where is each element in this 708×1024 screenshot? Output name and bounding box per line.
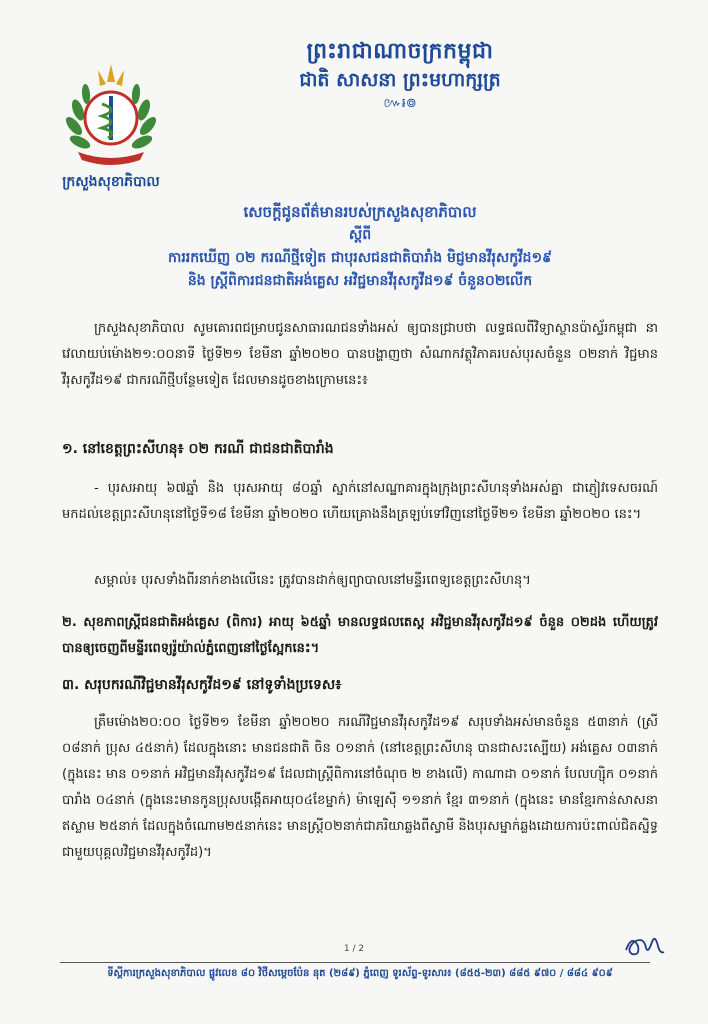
title-line-1: សេចក្តីជូនព័ត៌មានរបស់ក្រសួងសុខាភិបាល [243,203,477,221]
section-2-paragraph: ២. សុខភាពស្ត្រីជនជាតិអង់គ្លេស (ពិការ) អាយុ ៦៥ឆ្នាំ មានលទ្ធផលតេស្ត អវិជ្ជមានវីរុសកូវីដ១៩ ចំនួន ០២ដង ហើយត្រូវបានឲ្យចេញពីមន្ទីរពេទ្យរ៉ូយ៉ាល់ភ្នំពេញនៅថ្ងៃស្អែកនេះ។ [62,615,658,656]
section-1-heading: ១. នៅខេត្តព្រះសីហនុ៖ ០២ ករណី ជាជនជាតិបារាំង [62,441,334,457]
section-1-note: សម្គាល់៖ បុរសទាំងពីរនាក់ខាងលើនេះ ត្រូវបានដាក់ឲ្យព្យាបាលនៅមន្ទីរពេទ្យខេត្តព្រះសីហនុ។ [94,573,531,588]
title-line-4: និង ស្ត្រីពិការជនជាតិអង់គ្លេស អវិជ្ជមានវីរុសកូវីដ១៩ ចំនួន០២លើក [187,273,533,289]
footer-divider [60,962,650,963]
title-line-2: ស្តីពី [348,227,372,243]
intro-paragraph: ក្រសួងសុខាភិបាល សូមគោរពជម្រាបជូនសាធារណជនទាំងអស់ ឲ្យបានជ្រាបថា លទ្ធផលពីវិទ្យាស្ថានប៉ាស្ទ័រកម្ពុជា នាវេលាយប់ម៉ោង២១:០០នាទី ថ្ងៃទី២១ ខែមីនា ឆ្នាំ២០២០ បានបង្ហាញថា សំណាកវត្ថុវិភាគរបស់បុរសចំនួន ០២នាក់ វិជ្ជមានវីរុសកូវីដ១៩ ជាករណីថ្មីបន្ថែមទៀត ដែលមានដូចខាងក្រោមនេះ៖ [62,321,658,388]
title-line-3: ការរកឃើញ ០២ ករណីថ្មីទៀត ជាបុរសជនជាតិបារាំង មិជ្ញមានវីរុសកូវីដ១៩ [168,250,552,266]
kingdom-header [250,36,550,114]
header-ornament: ៚៛៙ [383,96,417,111]
page-number: 1 / 2 [343,944,365,954]
section-3-heading: ៣. សរុបករណីវិជ្ជមានវីរុសកូវីដ១៩ នៅទូទាំងប្រទេស៖ [62,677,342,693]
ministry-name: ក្រសួងសុខាភិបាល [62,174,160,190]
ministry-logo-icon [56,60,166,170]
footer-address: ទីស្តីការក្រសួងសុខាភិបាល ផ្លូវលេខ ៨០ វិថីសម្តេចប៉ែន នុត (២៨៩) ភ្នំពេញ ទូរស័ព្ទ-ទូរសារ៖ (៨៥៥-២៣) ៨៨៥ ៩៧០ / ៨៨៤ ៩០៩ [107,968,613,979]
section-1-paragraph: - បុរសអាយុ ៦៧ឆ្នាំ និង បុរសអាយុ ៨០ឆ្នាំ ស្នាក់នៅសណ្ឋាគារក្នុងក្រុងព្រះសីហនុទាំងអស់គ្នា ជាភ្ញៀវទេសចរណ៍ មកដល់ខេត្តព្រះសីហនុនៅថ្ងៃទី១៨ ខែមីនា ឆ្នាំ២០២០ ហើយគ្រោងនឹងត្រឡប់ទៅវិញនៅថ្ងៃទី២១ ខែមីនា ឆ្នាំ២០២០ នេះ។ [62,481,658,522]
national-motto: ជាតិ សាសនា ព្រះមហាក្សត្រ [299,69,501,91]
kingdom-name: ព្រះរាជាណាចក្រកម្ពុជា [306,38,494,64]
section-3-paragraph: ត្រឹមម៉ោង២០:០០ ថ្ងៃទី២១ ខែមីនា ឆ្នាំ២០២០ ករណីវិជ្ជមានវីរុសកូវីដ១៩ សរុបទាំងអស់មានចំនួន ៥៣នាក់ (ស្រី ០៨នាក់ ប្រុស ៤៥នាក់) ដែលក្នុងនោះ មានជនជាតិ ចិន ០១នាក់ (នៅខេត្តព្រះសីហនុ បានជាសះស្បើយ) អង់គ្លេស ០៣នាក់ (ក្នុងនេះ មាន ០១នាក់ អវិជ្ជមានវីរុសកូវីដ១៩ ដែលជាស្ត្រីពិការនៅចំណុច ២ ខាងលើ) កាណាដា ០១នាក់ បែលហ្ស៊ិក ០១នាក់ បារាំង ០៤នាក់ (ក្នុងនេះមានកូនប្រុសបង្កើតអាយុ០៤ខែម្នាក់) ម៉ាឡេស៊ី ១១នាក់ ខ្មែរ ៣១នាក់ (ក្នុងនេះ មានខ្មែរកាន់សាសនាឥស្លាម ២៥នាក់ ដែលក្នុងចំណោម២៥នាក់នេះ មានស្ត្រី០២នាក់ជាភរិយាឆ្លងពីស្វាមី និងបុរសម្នាក់ឆ្លងដោយការប៉ះពាល់ជិតស្និទ្ធជាមួយបុគ្គលវិជ្ជមានវីរុសកូវីដ)។ [62,715,658,860]
document-title [90,200,630,292]
signature-icon [622,930,666,960]
